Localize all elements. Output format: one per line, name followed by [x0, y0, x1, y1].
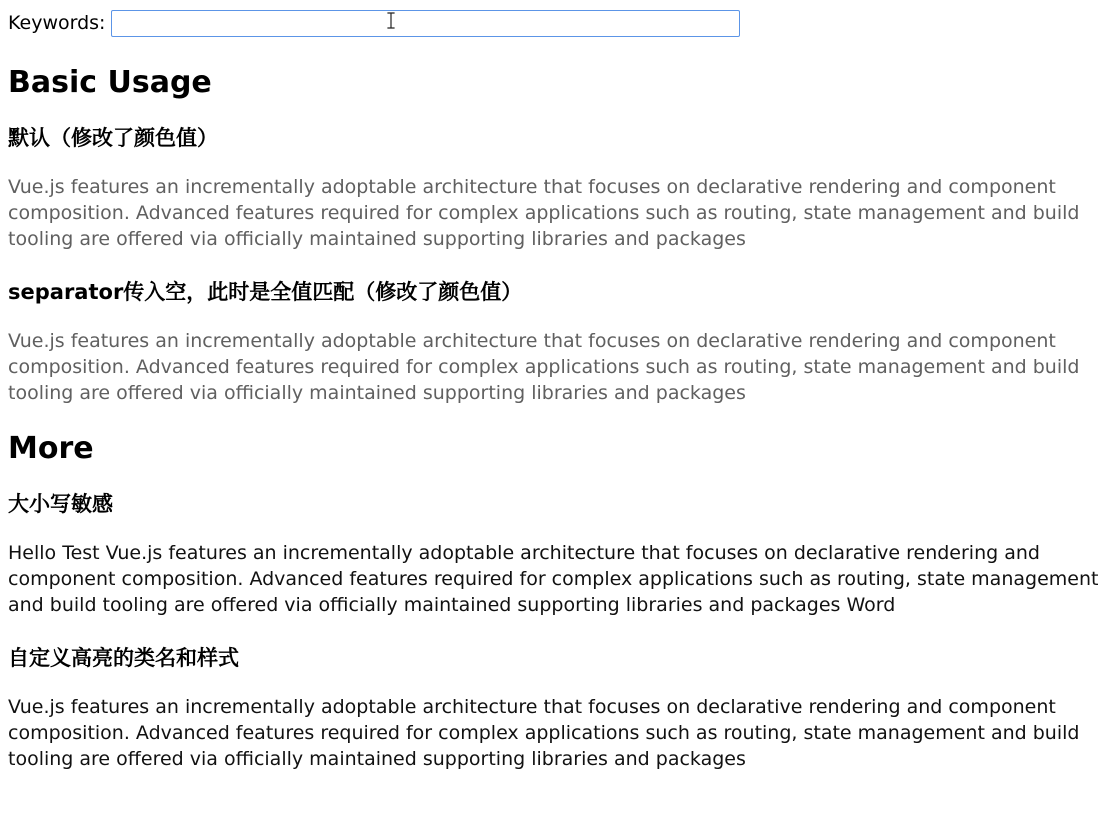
custom-highlight-title: 自定义高亮的类名和样式	[8, 646, 239, 670]
default-example-title: 默认（修改了颜色值）	[8, 126, 218, 150]
keywords-row	[8, 0, 1104, 46]
custom-highlight-text: Vue.js features an incrementally adoptable architecture that focuses on declarative rendering and component composition. Advanced features required for complex applications such as routing, state management and build tooling are offered via officially maintained supporting libraries and packages	[8, 696, 1080, 770]
case-sensitive-text: Hello Test Vue.js features an incrementally adoptable architecture that focuses on declarative rendering and component composition. Advanced features required for complex applications such as routing, state management and build tooling are offered via officially maintained supporting libraries and packages Word	[8, 542, 1099, 616]
more-title: More	[8, 431, 94, 466]
case-sensitive-title: 大小写敏感	[8, 492, 113, 516]
keywords-label: Keywords:	[8, 12, 106, 34]
separator-example-text: Vue.js features an incrementally adoptable architecture that focuses on declarative rendering and component composition. Advanced features required for complex applications such as routing, state management and build tooling are offered via officially maintained supporting libraries and packages	[8, 330, 1080, 404]
default-example-text: Vue.js features an incrementally adoptable architecture that focuses on declarative rendering and component composition. Advanced features required for complex applications such as routing, state management and build tooling are offered via officially maintained supporting libraries and packages	[8, 176, 1080, 250]
separator-example-title: separator传入空，此时是全值匹配（修改了颜色值）	[8, 280, 523, 304]
keywords-input[interactable]	[111, 10, 740, 37]
basic-usage-title: Basic Usage	[8, 65, 212, 100]
